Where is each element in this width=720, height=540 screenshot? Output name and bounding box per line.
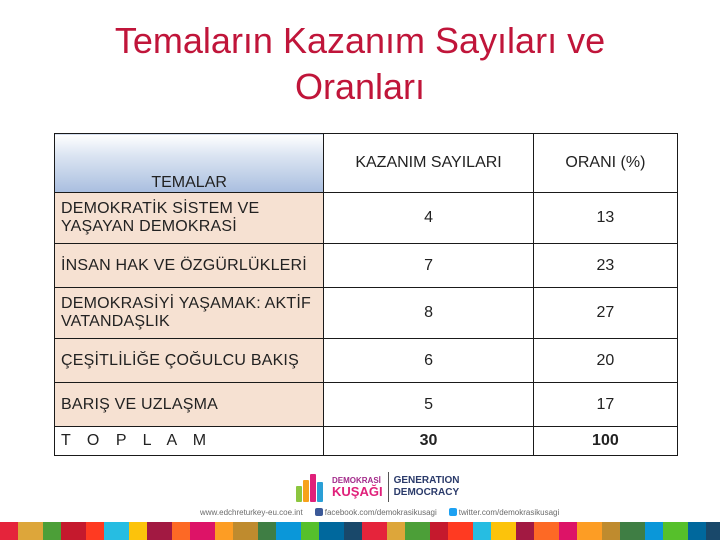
- stripe-segment: [104, 522, 129, 540]
- brand-en-top: GENERATION: [393, 475, 460, 486]
- total-count: 30: [324, 427, 534, 456]
- stripe-segment: [319, 522, 344, 540]
- row-count: 6: [324, 339, 534, 383]
- stripe-segment: [706, 522, 720, 540]
- stripe-segment: [18, 522, 43, 540]
- stripe-segment: [147, 522, 172, 540]
- twitter-link[interactable]: twitter.com/demokrasikusagi: [458, 508, 560, 517]
- stripe-segment: [344, 522, 362, 540]
- table-row: [55, 288, 678, 339]
- slide-title-line-2: Oranları: [294, 66, 426, 107]
- brand-en-bottom: DEMOCRACY: [393, 487, 460, 498]
- stripe-segment: [559, 522, 577, 540]
- total-label: T O P L A M: [55, 427, 324, 456]
- stripe-segment: [491, 522, 516, 540]
- themes-table: [54, 133, 678, 456]
- stripe-segment: [387, 522, 405, 540]
- stripe-segment: [405, 522, 430, 540]
- stripe-segment: [448, 522, 473, 540]
- row-rate: 27: [533, 288, 677, 339]
- site-link[interactable]: www.edchreturkey-eu.coe.int: [200, 508, 303, 517]
- stripe-segment: [688, 522, 706, 540]
- row-rate: 20: [533, 339, 677, 383]
- stripe-segment: [190, 522, 215, 540]
- stripe-segment: [620, 522, 645, 540]
- row-topic: BARIŞ VE UZLAŞMA: [55, 383, 324, 427]
- stripe-segment: [215, 522, 233, 540]
- stripe-segment: [516, 522, 534, 540]
- table-header-row: [55, 134, 678, 193]
- table-total-row: [55, 427, 678, 456]
- stripe-segment: [645, 522, 663, 540]
- brand-tr-bottom: KUŞAĞI: [332, 484, 383, 499]
- stripe-segment: [602, 522, 620, 540]
- brand-tr-top: DEMOKRASİ: [332, 476, 381, 485]
- democracy-generation-logo: [296, 470, 460, 504]
- twitter-icon: [449, 508, 457, 516]
- header-rates: ORANI (%): [533, 134, 677, 193]
- stripe-segment: [577, 522, 602, 540]
- stripe-segment: [430, 522, 448, 540]
- stripe-segment: [129, 522, 147, 540]
- row-count: 8: [324, 288, 534, 339]
- slide-title-line-1: Temaların Kazanım Sayıları ve: [114, 20, 606, 61]
- table-row: [55, 339, 678, 383]
- total-rate: 100: [533, 427, 677, 456]
- stripe-segment: [301, 522, 319, 540]
- stripe-segment: [534, 522, 559, 540]
- row-count: 7: [324, 244, 534, 288]
- logo-figures-icon: [296, 472, 326, 502]
- stripe-segment: [362, 522, 387, 540]
- color-stripe: [0, 522, 720, 540]
- footer-links: [200, 508, 559, 517]
- table-row: [55, 383, 678, 427]
- stripe-segment: [43, 522, 61, 540]
- row-count: 4: [324, 193, 534, 244]
- facebook-link[interactable]: facebook.com/demokrasikusagi: [324, 508, 437, 517]
- header-topics: TEMALAR: [55, 134, 324, 193]
- stripe-segment: [473, 522, 491, 540]
- table-row: [55, 193, 678, 244]
- stripe-segment: [0, 522, 18, 540]
- row-topic: İNSAN HAK VE ÖZGÜRLÜKLERİ: [55, 244, 324, 288]
- stripe-segment: [172, 522, 190, 540]
- row-rate: 23: [533, 244, 677, 288]
- facebook-icon: [315, 508, 323, 516]
- row-count: 5: [324, 383, 534, 427]
- row-topic: DEMOKRASİYİ YAŞAMAK: AKTİF VATANDAŞLIK: [55, 288, 324, 339]
- stripe-segment: [233, 522, 258, 540]
- stripe-segment: [276, 522, 301, 540]
- row-topic: ÇEŞİTLİLİĞE ÇOĞULCU BAKIŞ: [55, 339, 324, 383]
- stripe-segment: [258, 522, 276, 540]
- header-outcome-counts: KAZANIM SAYILARI: [324, 134, 534, 193]
- footer: [0, 462, 720, 522]
- row-rate: 13: [533, 193, 677, 244]
- slide-title: [0, 18, 720, 110]
- stripe-segment: [61, 522, 86, 540]
- table-row: [55, 244, 678, 288]
- stripe-segment: [86, 522, 104, 540]
- stripe-segment: [663, 522, 688, 540]
- brand-divider: [388, 472, 389, 502]
- row-topic: DEMOKRATİK SİSTEM VE YAŞAYAN DEMOKRASİ: [55, 193, 324, 244]
- row-rate: 17: [533, 383, 677, 427]
